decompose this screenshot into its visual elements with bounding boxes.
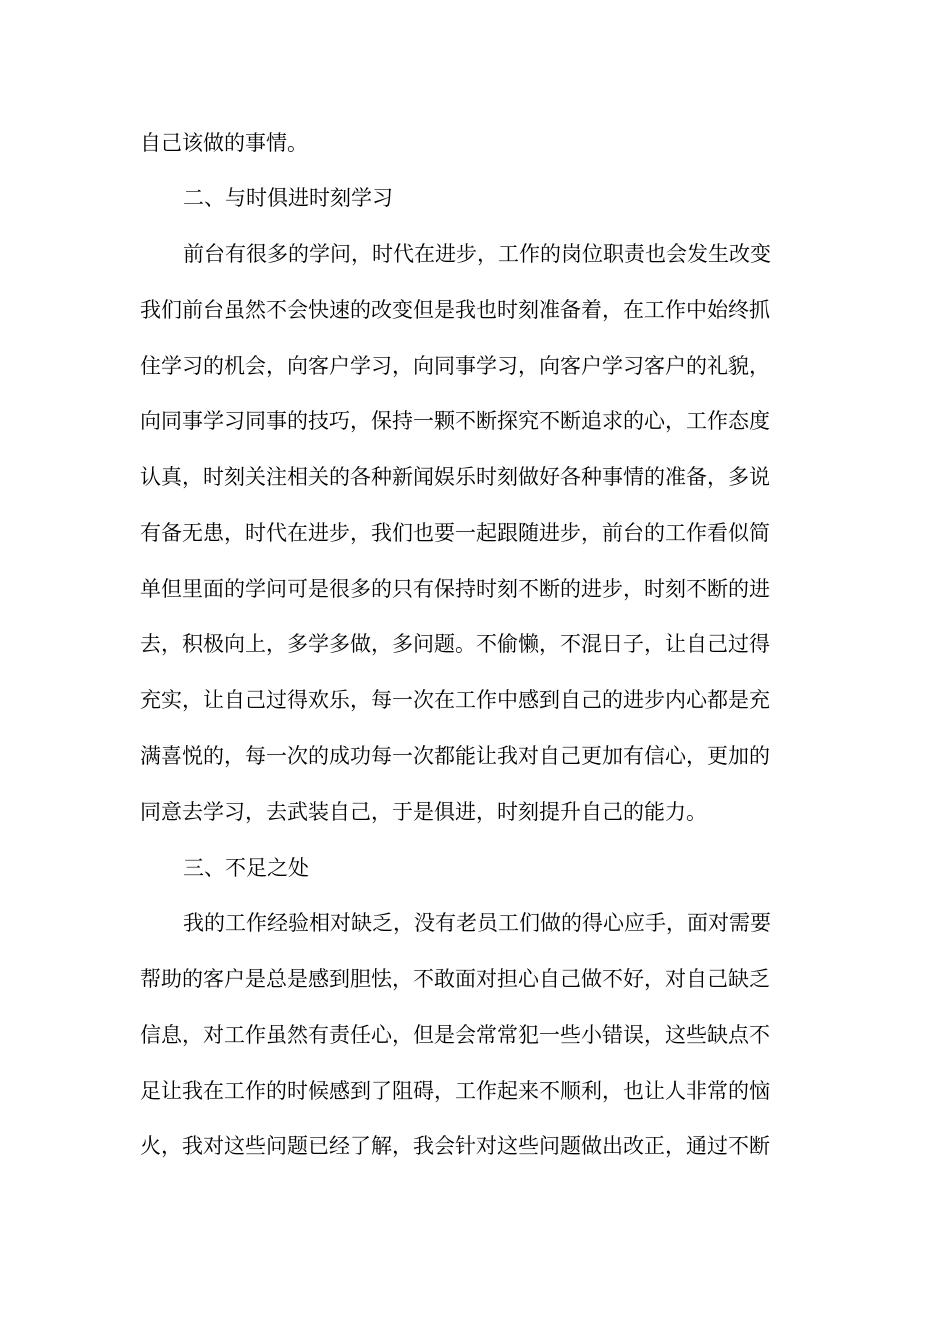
section-heading: 二、与时俱进时刻学习 [183,186,393,210]
text-line: 去，积极向上，多学多做，多问题。不偷懒，不混日子，让自己过得 [140,632,770,656]
text-line: 帮助的客户是总是感到胆怯，不敢面对担心自己做不好，对自己缺乏 [140,967,770,991]
text-line: 我们前台虽然不会快速的改变但是我也时刻准备着，在工作中始终抓 [140,298,770,322]
paragraph-first-line: 我的工作经验相对缺乏，没有老员工们做的得心应手，面对需要 [183,911,771,935]
text-line: 充实，让自己过得欢乐，每一次在工作中感到自己的进步内心都是充 [140,688,770,712]
text-line: 认真，时刻关注相关的各种新闻娱乐时刻做好各种事情的准备，多说 [140,465,770,489]
paragraph-first-line: 前台有很多的学问，时代在进步，工作的岗位职责也会发生改变 [183,242,771,266]
text-line: 住学习的机会，向客户学习，向同事学习，向客户学习客户的礼貌， [140,354,770,378]
section-heading: 三、不足之处 [183,856,309,880]
text-line: 有备无患，时代在进步，我们也要一起跟随进步，前台的工作看似简 [140,521,770,545]
text-line: 单但里面的学问可是很多的只有保持时刻不断的进步，时刻不断的进 [140,577,770,601]
text-line: 向同事学习同事的技巧，保持一颗不断探究不断追求的心，工作态度 [140,409,770,433]
text-line: 火，我对这些问题已经了解，我会针对这些问题做出改正，通过不断 [140,1134,770,1158]
text-line: 满喜悦的，每一次的成功每一次都能让我对自己更加有信心，更加的 [140,744,770,768]
text-line: 足让我在工作的时候感到了阻碍，工作起来不顺利，也让人非常的恼 [140,1079,770,1103]
text-line: 信息，对工作虽然有责任心，但是会常常犯一些小错误，这些缺点不 [140,1023,770,1047]
text-line: 同意去学习，去武装自己，于是俱进，时刻提升自己的能力。 [140,800,707,824]
text-line: 自己该做的事情。 [140,131,308,155]
